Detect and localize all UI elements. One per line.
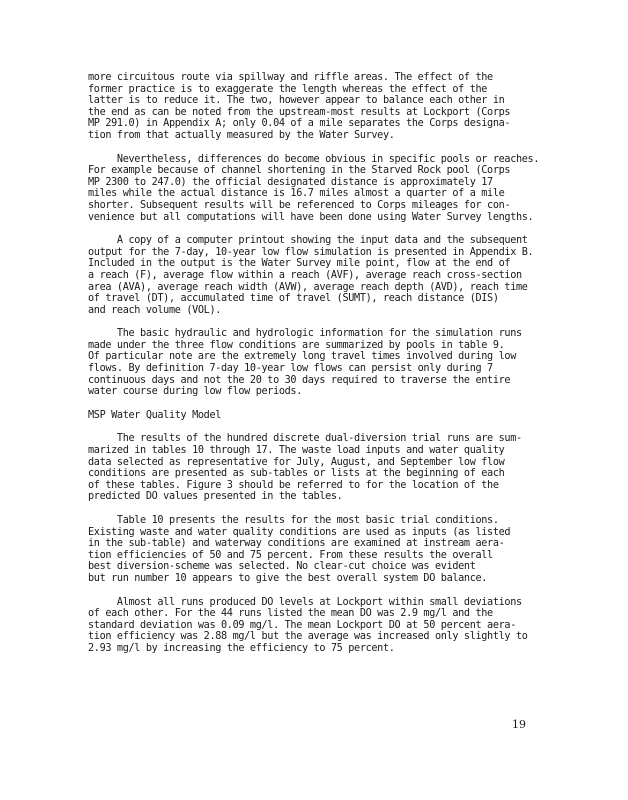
text-line: and reach volume (VOL). (88, 304, 222, 316)
paragraph (88, 515, 548, 585)
text-line: The results of the hundred discrete dual-diversion trial runs are sum- (88, 433, 522, 445)
text-line: latter is to reduce it. The two, however appear to balance each other in (88, 95, 505, 107)
text-line: miles while the actual distance is 16.7 miles almost a quarter of a mile (88, 188, 505, 200)
page-number: 19 (512, 718, 526, 731)
text-line: tion efficiencies of 50 and 75 percent. From these results the overall (88, 549, 493, 561)
text-line: former practice is to exaggerate the length whereas the effect of the (88, 83, 488, 95)
text-line: venience but all computations will have been done using Water Survey lengths. (88, 211, 534, 223)
paragraph (88, 328, 548, 398)
text-line: Existing waste and water quality conditions are used as inputs (as listed (88, 526, 511, 538)
text-line: MP 291.0) in Appendix A; only 0.04 of a mile separates the Corps designa- (88, 118, 511, 130)
text-line: of these tables. Figure 3 should be referred to for the location of the (88, 479, 499, 491)
section-heading: MSP Water Quality Model (88, 409, 222, 421)
text-line: predicted DO values presented in the tables. (88, 491, 343, 503)
text-line: the end as can be noted from the upstream-most results at Lockport (Corps (88, 106, 511, 118)
text-line: marized in tables 10 through 17. The waste load inputs and water quality (88, 445, 505, 457)
text-line: 2.93 mg/l by increasing the efficiency to 75 percent. (88, 642, 395, 654)
text-line: For example because of channel shortening in the Starved Rock pool (Corps (88, 165, 511, 177)
text-line: standard deviation was 0.09 mg/l. The mean Lockport DO at 50 percent aera- (88, 619, 516, 631)
text-line: MP 2300 to 247.0) the official designated distance is approximately 17 (88, 176, 493, 188)
paragraph (88, 235, 548, 316)
text-line: of travel (DT), accumulated time of travel (SUMT), reach distance (DIS) (88, 293, 499, 305)
text-line: Almost all runs produced DO levels at Lockport within small deviations (88, 596, 522, 608)
text-line: tion from that actually measured by the Water Survey. (88, 129, 395, 141)
text-line: data selected as representative for July, August, and September low flow (88, 456, 505, 468)
text-line: in the sub-table) and waterway conditions are examined at instream aera- (88, 538, 505, 550)
text-line: Nevertheless, differences do become obvious in specific pools or reaches. (88, 153, 540, 165)
text-line: more circuitous route via spillway and riffle areas. The effect of the (88, 72, 493, 83)
text-line: a reach (F), average flow within a reach (AVF), average reach cross-section (88, 269, 522, 281)
text-line: of each other. For the 44 runs listed the mean DO was 2.9 mg/l and the (88, 608, 493, 620)
paragraph (88, 433, 548, 503)
text-line: flows. By definition 7-day 10-year low flows can persist only during 7 (88, 363, 493, 375)
text-line: The basic hydraulic and hydrologic information for the simulation runs (88, 328, 522, 340)
text-line: tion efficiency was 2.88 mg/l but the average was increased only slightly to (88, 631, 528, 643)
text-line: Table 10 presents the results for the most basic trial conditions. (88, 515, 499, 526)
text-line: water course during low flow periods. (88, 386, 302, 398)
text-line: conditions are presented as sub-tables or lists at the beginning of each (88, 468, 505, 480)
text-line: A copy of a computer printout showing the input data and the subsequent (88, 235, 528, 247)
text-line: but run number 10 appears to give the best overall system DO balance. (88, 572, 488, 584)
paragraph (88, 597, 548, 655)
body-text (88, 72, 548, 667)
text-line: Of particular note are the extremely long travel times involved during low (88, 351, 516, 363)
text-line: output for the 7-day, 10-year low flow simulation is presented in Appendix B. (88, 246, 534, 258)
text-line: area (AVA), average reach width (AVW), average reach depth (AVD), reach time (88, 281, 528, 293)
text-line: best diversion-scheme was selected. No clear-cut choice was evident (88, 561, 476, 573)
text-line: continuous days and not the 20 to 30 days required to traverse the entire (88, 374, 511, 386)
text-line: made under the three flow conditions are summarized by pools in table 9. (88, 339, 505, 351)
paragraph (88, 154, 548, 224)
text-line: shorter. Subsequent results will be referenced to Corps mileages for con- (88, 199, 511, 211)
text-line: Included in the output is the Water Survey mile point, flow at the end of (88, 258, 511, 270)
paragraph (88, 72, 548, 142)
